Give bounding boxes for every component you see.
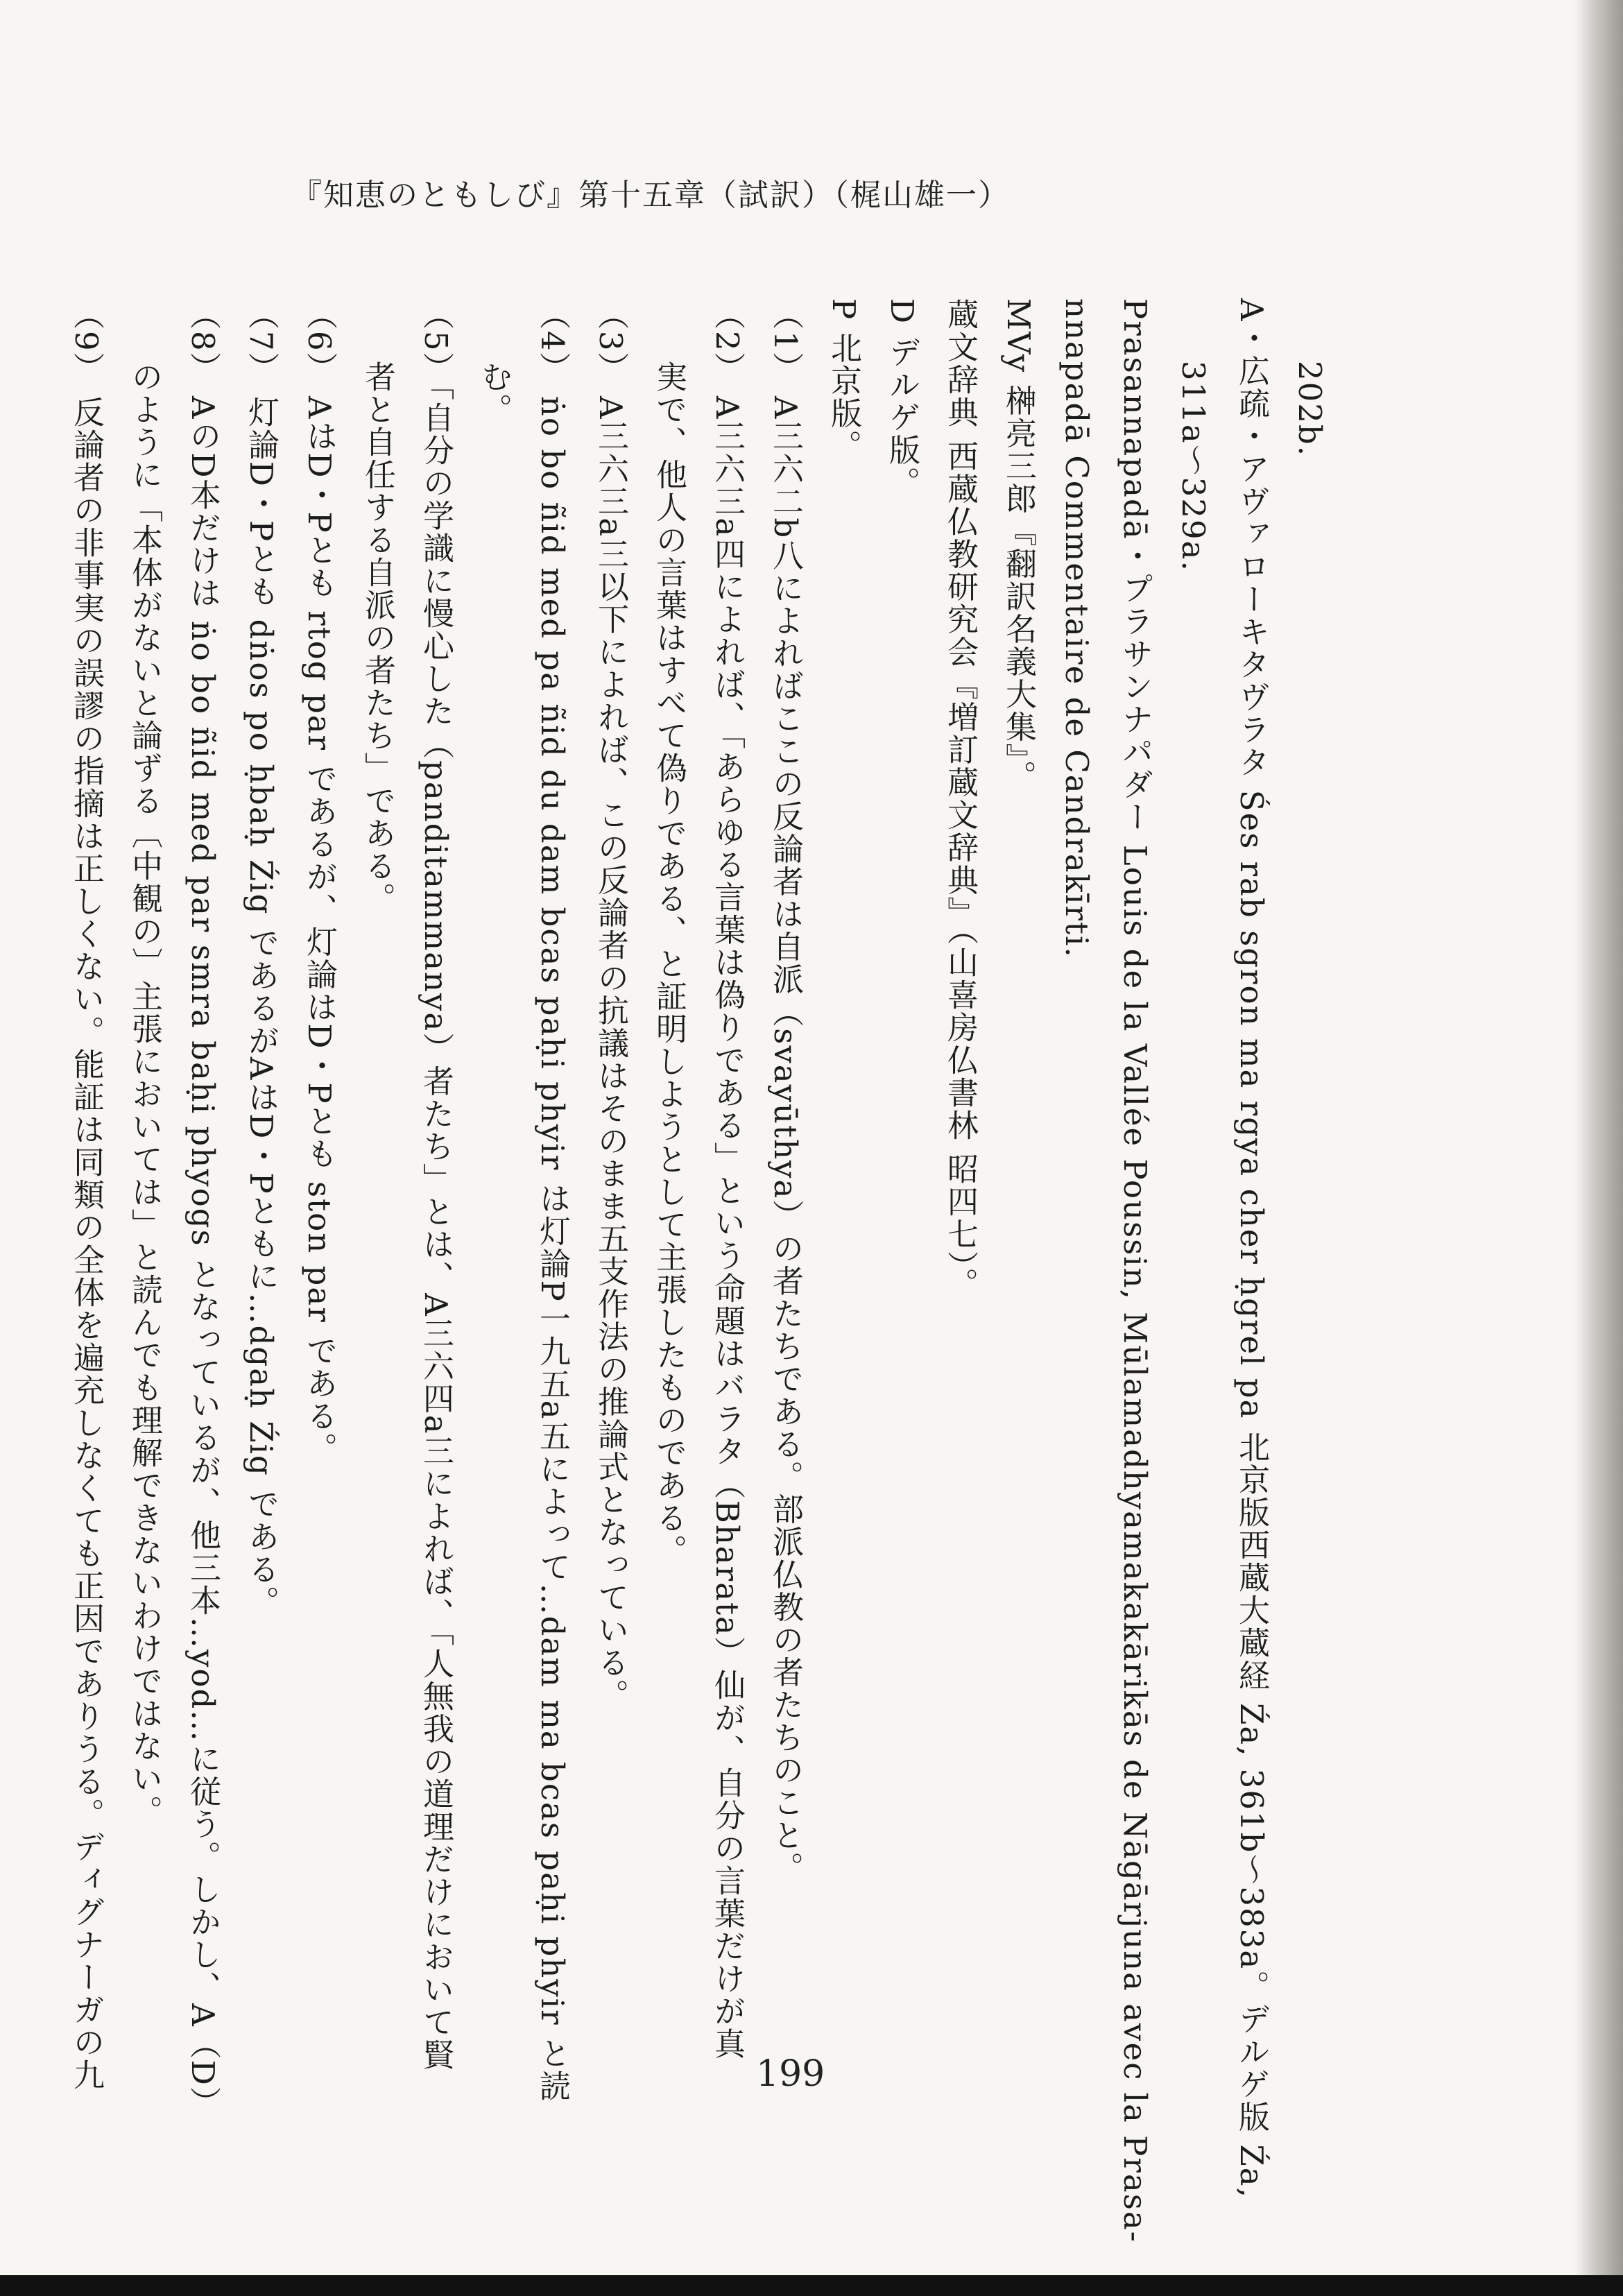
footnote-line: （2） A三六三a四によれば、「あらゆる言葉は偽りである」という命題はバラタ（Bharata）仙が、自分の言葉だけが真 [709,298,746,2060]
footnote-line: （6） AはD・Pとも rtog par であるが、灯論はD・Pとも ston par である。 [301,298,338,1466]
scan-shadow-edge [1574,0,1623,2296]
text-line: A・広疏・アヴァローキタヴラタ Śes rab sgron ma rgya cher ḥgrel pa 北京版西蔵大蔵経 Źa, 361b〜383a。デルゲ版 Źa, [1233,298,1270,2199]
text-line: Prasannapadā・プラサンナパダー Louis de la Vallée Poussin, Mūlamadhyamakakārikās de Nāgārjuna avec la Prasa- [1117,298,1153,2243]
page-number: 199 [756,2053,825,2095]
footnote-line: 実で、他人の言葉はすべて偽りである、と証明しようとして主張したものである。 [651,361,687,1567]
scan-bottom-edge [0,2275,1623,2296]
text-line: 202b. [1291,361,1328,458]
footnote-line: （7） 灯論D・Pとも dṅos po ḥbaḥ Źig であるがAはD・Pともに…dgaḥ Źig である。 [243,298,280,1619]
footnote-line: む。 [476,361,513,426]
footnote-line: （4） ṅo bo ñid med pa ñid du dam bcas paḥi phyir は灯論P一九五a五によって…dam ma bcas paḥi phyir と読 [534,298,571,2102]
footnote-line: のように「本体がないと論ずる〔中観の〕主張においては」と読んでも理解できないわけではない。 [126,361,163,1828]
text-line: nnapadā Commentaire de Candrakīrti. [1058,298,1095,959]
footnote-line: （9） 反論者の非事実の誤謬の指摘は正しくない。能証は同類の全体を遍充しなくても正因でありうる。ディグナーガの九 [68,298,105,2091]
footnote-line: （1） A三六二b八によればここの反論者は自派（svayūthya）の者たちである。部派仏教の者たちのこと。 [767,298,804,1885]
footnote-line: （5）「自分の学識に慢心した（panditammanya）者たち」とは、A三六四a三によれば、「人無我の道理だけにおいて賢 [418,298,454,2072]
text-line: 311a〜329a. [1175,361,1212,572]
vertical-text-body [68,298,1339,2243]
text-line: 蔵文辞典 西蔵仏教研究会『増訂蔵文辞典』（山喜房仏書林 昭四七）。 [942,298,979,1301]
footnote-line: （3） A三六三a三以下によれば、この反論者の抗議はそのまま五支作法の推論式となっている。 [592,298,629,1712]
footnote-line: （8） AのD本だけは ṅo bo ñid med par smra baḥi phyogs となっているが、他三本…yod…に従う。しかし、A（D） [184,298,221,2119]
text-line: P 北京版。 [825,298,862,463]
text-line: MVy 榊亮三郎『翻訳名義大集』。 [1000,298,1037,793]
running-head: 『知恵のともしび』第十五章（試訳）（梶山雄一） [291,178,1010,213]
footnote-line: 者と自任する自派の者たち」である。 [359,361,396,915]
text-line: D デルゲ版。 [884,298,920,499]
